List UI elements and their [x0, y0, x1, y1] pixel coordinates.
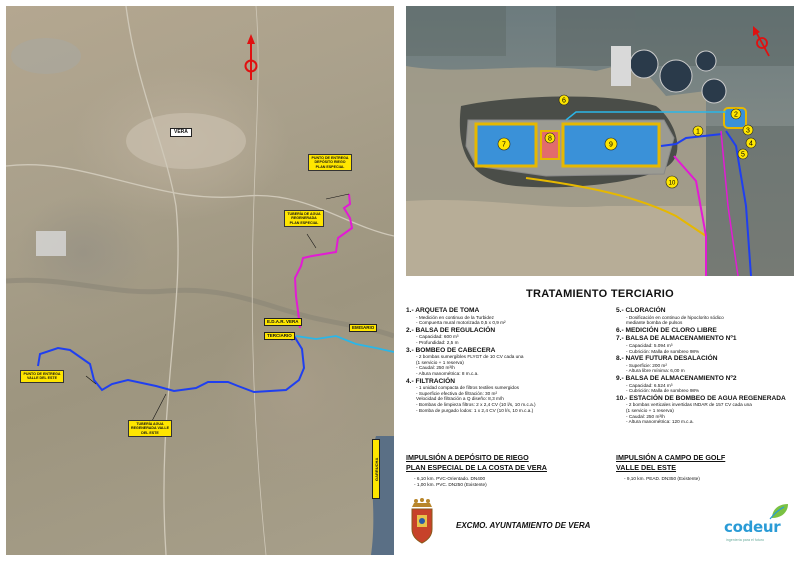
panel-title: TRATAMIENTO TERCIARIO [525, 288, 675, 300]
marker-8 [545, 133, 555, 143]
marker-3 [743, 125, 753, 135]
industrial-area [11, 38, 81, 74]
garrucha-label: GARRUCHA [372, 439, 380, 499]
svg-text:4: 4 [749, 140, 753, 148]
svg-text:3: 3 [746, 127, 750, 135]
treatment-item-title: 2.- BALSA DE REGULACIÓN [406, 326, 496, 334]
treatment-item-title: 10.- ESTACIÓN DE BOMBEO DE AGUA REGENERADA [616, 394, 786, 402]
treatment-item-title: 6.- MEDICIÓN DE CLORO LIBRE [616, 326, 717, 334]
punto-entrega-valle-label: PUNTO DE ENTREGA VALLE DEL ESTE [20, 370, 64, 383]
treatment-item-detail: - Altura manométrica: 120 m.c.a. [626, 419, 694, 425]
section-title-line: IMPULSIÓN A CAMPO DE GOLF [616, 453, 726, 462]
left-aerial-map [6, 6, 394, 555]
vera-town-label: VERA [170, 128, 192, 137]
road [252, 6, 266, 555]
svg-text:10: 10 [668, 180, 676, 187]
right-items-column [616, 307, 794, 426]
ayuntamiento-title: EXCMO. AYUNTAMIENTO DE VERA [456, 521, 591, 530]
punto-entrega-plan-label: PUNTO DE ENTREGA DEPÓSITO RIEGO PLAN ESPECIAL [308, 154, 352, 171]
north-arrow-icon [246, 34, 257, 80]
left-map-graphics [6, 6, 394, 555]
treatment-item-detail: (1 servicio + 1 reserva) [416, 359, 464, 365]
treatment-item [616, 335, 794, 354]
tuberia-valle-label: TUBERÍA AGUA REGENERADA VALLE DEL ESTE [128, 420, 172, 437]
tratamiento-terciario-panel [406, 280, 794, 555]
emisario-label: EMISARIO [349, 324, 377, 332]
treatment-item-detail: - Capacidad: 5.094 m³ [626, 342, 673, 348]
svg-text:1: 1 [696, 128, 700, 136]
treatment-item-detail: - 1 unidad compacta de filtros textiles sumergidos [416, 385, 519, 391]
marker-7 [498, 138, 510, 150]
treatment-item-detail: - Medición en continuo de la Turbidez [416, 314, 494, 320]
section-title-line: IMPULSIÓN A DEPÓSITO DE RIEGO [406, 453, 529, 462]
treatment-item-detail: - Superficie efectiva de filtración: 30 m² [416, 390, 498, 396]
marker-10 [666, 176, 678, 188]
treatment-item-title: 5.- CLORACIÓN [616, 307, 666, 314]
treatment-item-detail: (1 servicio + 1 reserva) [626, 407, 674, 413]
codeur-tagline: ingeniería para el futuro [726, 538, 764, 542]
impulsion-deposito-section [406, 453, 611, 488]
svg-text:6: 6 [562, 97, 566, 105]
treatment-item-detail: mediante bomba de pulsos [626, 320, 683, 326]
impulsion-golf-section [616, 453, 794, 482]
section-detail: - 9,10 km. PEAD. DN350 (Existente) [624, 476, 700, 481]
treatment-item [406, 307, 611, 326]
treatment-item-detail: - Caudal: 250 m³/h [626, 413, 665, 419]
treatment-item-detail: - Superficie: 200 m² [626, 362, 667, 368]
treatment-item-detail: - Compuerta mural motorizada 0,5 x 0,9 m² [416, 320, 506, 326]
marker-4 [746, 138, 756, 148]
svg-text:2: 2 [734, 111, 738, 119]
treatment-item-title: 1.- ARQUETA DE TOMA [406, 307, 480, 314]
treatment-item [616, 307, 794, 326]
treatment-item-detail: - Profundidad: 2,5 m [416, 339, 459, 345]
treatment-item-detail: - Cubrición: Malla de sombreo 98% [626, 388, 700, 394]
treatment-item-detail: - 2 bombas verticales invertidas INDAR de 157 CV cada una [626, 402, 752, 408]
treatment-item-title: 4.- FILTRACIÓN [406, 377, 455, 385]
treatment-item [406, 327, 611, 346]
treatment-item [406, 378, 611, 414]
section-title-line: VALLE DEL ESTE [616, 462, 677, 472]
marker-2 [731, 109, 741, 119]
treatment-item-detail: - Bomba de purgado lodos: 1 x 2,4 CV (10 l/s, 10 m.c.a.) [416, 407, 534, 413]
treatment-item-title: 3.- BOMBEO DE CABECERA [406, 346, 496, 354]
vera-coat-of-arms-icon [408, 497, 436, 545]
treatment-item-detail: Velocidad de filtración a Q diseño: 8,3 m/h [416, 396, 504, 402]
cyan-emisario-pipe [296, 336, 394, 352]
edar-vera-label: E.D.A.R. VERA [264, 318, 302, 326]
treatment-item-title: 8.- NAVE FUTURA DESALACIÓN [616, 355, 718, 363]
marker-9 [605, 138, 617, 150]
section-title-line: PLAN ESPECIAL DE LA COSTA DE VERA [406, 462, 547, 472]
treatment-item-detail: - Cubrición: Malla de sombreo 98% [626, 348, 700, 354]
codeur-wordmark: codeur [724, 518, 781, 536]
section-detail: - 1,00 km. PVC. DN250 (Existente) [414, 482, 487, 487]
treatment-item [406, 347, 611, 377]
plant-layout-graphics [406, 6, 794, 276]
vera-town-area [126, 113, 246, 169]
svg-text:5: 5 [741, 151, 745, 159]
treatment-item [616, 375, 794, 394]
treatment-item-title: 7.- BALSA DE ALMACENAMIENTO Nº1 [616, 335, 737, 343]
section-detail: - 6,10 km. PVC-Orientado. DN400 [414, 476, 486, 481]
treatment-item-detail: - Capacidad: 6.524 m³ [626, 382, 673, 388]
treatment-item-title: 9.- BALSA DE ALMACENAMIENTO Nº2 [616, 374, 737, 382]
treatment-item-detail: - Capacidad: 600 m³ [416, 334, 459, 340]
treatment-item-detail: - Caudal: 250 m³/h [416, 365, 455, 371]
river-bed [6, 280, 394, 336]
road [6, 165, 394, 236]
terciario-label: TERCIARIO [264, 332, 295, 340]
treatment-item-detail: - Dosificación en continuo de hipoclorito sódico [626, 314, 724, 320]
right-satellite-map [406, 6, 794, 276]
treatment-item-detail: - 2 bombas sumergibles FLYGT de 10 CV cada una [416, 354, 524, 360]
svg-text:7: 7 [502, 141, 506, 149]
codeur-logo [724, 502, 794, 550]
svg-text:8: 8 [548, 135, 552, 143]
treatment-item-detail: - Bombas de limpieza filtros: 2 x 2,4 CV (10 l/s, 10 m.c.a.) [416, 401, 536, 407]
marker-5 [738, 149, 748, 159]
marker-6 [559, 95, 569, 105]
greenhouse-area [36, 231, 66, 256]
marker-1 [693, 126, 703, 136]
tuberia-plan-label: TUBERÍA DE AGUA REGENERADA PLAN ESPECIAL [284, 210, 324, 227]
treatment-item-detail: - Altura manométrica: 8 m.c.a. [416, 370, 479, 376]
treatment-item-detail: - Altura libre mínima: 6,00 m [626, 368, 685, 374]
treatment-item [616, 327, 794, 335]
road [126, 6, 178, 555]
left-items-column [406, 307, 611, 414]
treatment-item [616, 355, 794, 374]
svg-text:9: 9 [609, 141, 613, 149]
treatment-item [616, 395, 794, 425]
